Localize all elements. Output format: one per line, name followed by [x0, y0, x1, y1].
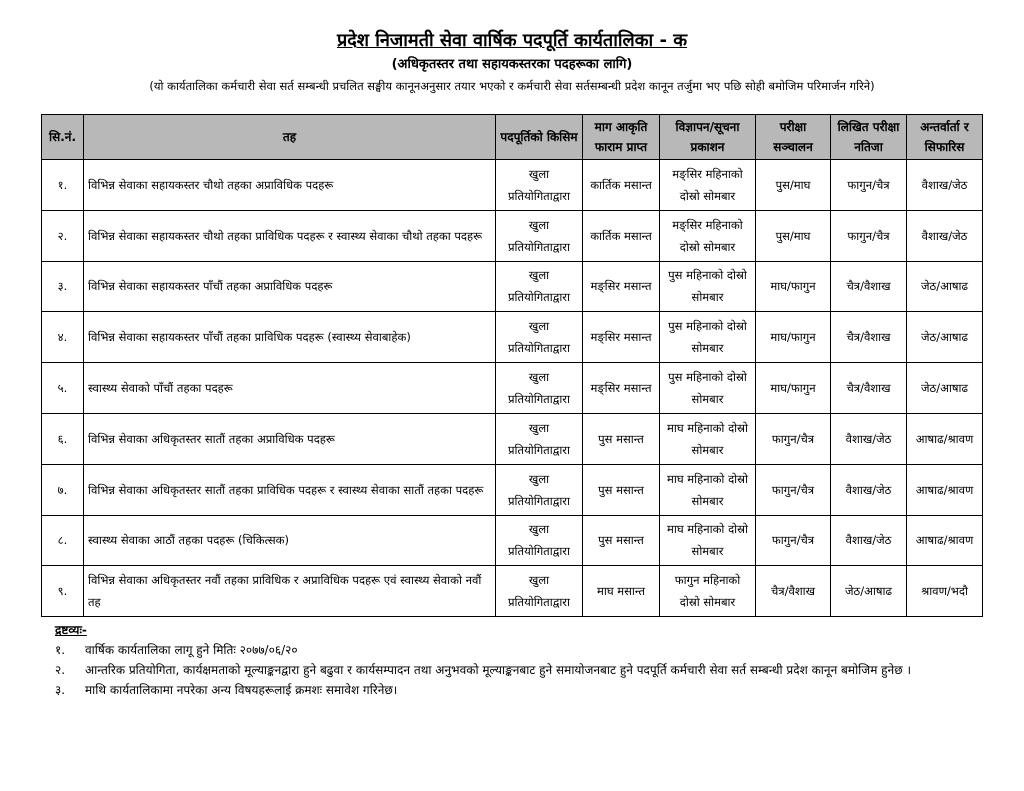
- cell-exam: फागुन/चैत्र: [756, 515, 831, 566]
- cell-demand-form: मङ्सिर मसान्त: [583, 363, 660, 414]
- notes-section: [55, 620, 985, 700]
- schedule-table: [41, 114, 983, 617]
- note-item: [55, 660, 985, 680]
- cell-written-result: फागुन/चैत्र: [831, 210, 907, 261]
- table-row: [42, 160, 983, 211]
- cell-serial: ५.: [42, 363, 84, 414]
- cell-fill-type: खुला प्रतियोगिताद्वारा: [496, 515, 583, 566]
- note-item: [55, 680, 985, 700]
- cell-written-result: चैत्र/वैशाख: [831, 312, 907, 363]
- cell-fill-type: खुला प्रतियोगिताद्वारा: [496, 210, 583, 261]
- cell-notice: मङ्सिर महिनाको दोस्रो सोमबार: [660, 210, 756, 261]
- cell-demand-form: पुस मसान्त: [583, 413, 660, 464]
- cell-written-result: वैशाख/जेठ: [831, 413, 907, 464]
- cell-written-result: वैशाख/जेठ: [831, 515, 907, 566]
- header-fill-type: पदपूर्तिको किसिम: [496, 115, 583, 160]
- cell-interview: आषाढ/श्रावण: [907, 413, 983, 464]
- cell-serial: ७.: [42, 464, 84, 515]
- header-interview: अन्तर्वार्ता र सिफारिस: [907, 115, 983, 160]
- table-row: [42, 210, 983, 261]
- cell-notice: माघ महिनाको दोस्रो सोमबार: [660, 413, 756, 464]
- cell-post: विभिन्न सेवाका सहायकस्तर चौथो तहका अप्राविधिक पदहरू: [84, 160, 496, 211]
- cell-serial: ४.: [42, 312, 84, 363]
- table-row: [42, 413, 983, 464]
- header-exam: परीक्षा सञ्चालन: [756, 115, 831, 160]
- header-written-result: लिखित परीक्षा नतिजा: [831, 115, 907, 160]
- cell-serial: ८.: [42, 515, 84, 566]
- cell-interview: आषाढ/श्रावण: [907, 464, 983, 515]
- cell-notice: फागुन महिनाको दोस्रो सोमबार: [660, 566, 756, 617]
- cell-notice: मङ्सिर महिनाको दोस्रो सोमबार: [660, 160, 756, 211]
- cell-interview: श्रावण/भदौ: [907, 566, 983, 617]
- cell-fill-type: खुला प्रतियोगिताद्वारा: [496, 413, 583, 464]
- cell-serial: १.: [42, 160, 84, 211]
- cell-written-result: चैत्र/वैशाख: [831, 363, 907, 414]
- cell-exam: माघ/फागुन: [756, 363, 831, 414]
- cell-post: विभिन्न सेवाका अधिकृतस्तर नवौं तहका प्राविधिक र अप्राविधिक पदहरू एवं स्वास्थ्य सेवाको नवौं तह: [84, 566, 496, 617]
- cell-demand-form: कार्तिक मसान्त: [583, 160, 660, 211]
- header-notice: विज्ञापन/सूचना प्रकाशन: [660, 115, 756, 160]
- note-text: माथि कार्यतालिकामा नपरेका अन्य विषयहरूलाई क्रमशः समावेश गरिनेछ।: [85, 683, 398, 697]
- cell-interview: वैशाख/जेठ: [907, 160, 983, 211]
- cell-written-result: वैशाख/जेठ: [831, 464, 907, 515]
- cell-notice: पुस महिनाको दोस्रो सोमबार: [660, 261, 756, 312]
- table-row: [42, 261, 983, 312]
- table-row: [42, 312, 983, 363]
- cell-demand-form: कार्तिक मसान्त: [583, 210, 660, 261]
- cell-demand-form: माघ मसान्त: [583, 566, 660, 617]
- cell-demand-form: पुस मसान्त: [583, 464, 660, 515]
- header-demand-form: माग आकृति फाराम प्राप्त: [583, 115, 660, 160]
- cell-exam: फागुन/चैत्र: [756, 413, 831, 464]
- cell-serial: ६.: [42, 413, 84, 464]
- cell-written-result: चैत्र/वैशाख: [831, 261, 907, 312]
- cell-serial: ९.: [42, 566, 84, 617]
- document-note: (यो कार्यतालिका कर्मचारी सेवा सर्त सम्बन्धी प्रचलित सङ्घीय कानूनअनुसार तयार भएको र कर्मचारी सेवा सर्तसम्बन्धी प्रदेश कानून तर्जुमा भए पछि सोही बमोजिम परिमार्जन गरिने): [149, 79, 875, 93]
- document-title: प्रदेश निजामती सेवा वार्षिक पदपूर्ति कार्यतालिका - क: [336, 30, 688, 51]
- cell-exam: माघ/फागुन: [756, 312, 831, 363]
- cell-interview: जेठ/आषाढ: [907, 312, 983, 363]
- cell-fill-type: खुला प्रतियोगिताद्वारा: [496, 261, 583, 312]
- table-row: [42, 464, 983, 515]
- table-row: [42, 515, 983, 566]
- cell-fill-type: खुला प्रतियोगिताद्वारा: [496, 464, 583, 515]
- cell-notice: पुस महिनाको दोस्रो सोमबार: [660, 363, 756, 414]
- cell-fill-type: खुला प्रतियोगिताद्वारा: [496, 160, 583, 211]
- cell-post: विभिन्न सेवाका अधिकृतस्तर सातौं तहका प्राविधिक पदहरू र स्वास्थ्य सेवाका सातौं तहका पदहरू: [84, 464, 496, 515]
- document-subtitle: (अधिकृतस्तर तथा सहायकस्तरका पदहरूका लागि): [391, 57, 633, 72]
- cell-demand-form: पुस मसान्त: [583, 515, 660, 566]
- cell-written-result: फागुन/चैत्र: [831, 160, 907, 211]
- cell-demand-form: मङ्सिर मसान्त: [583, 312, 660, 363]
- cell-fill-type: खुला प्रतियोगिताद्वारा: [496, 363, 583, 414]
- cell-notice: पुस महिनाको दोस्रो सोमबार: [660, 312, 756, 363]
- cell-post: विभिन्न सेवाका सहायकस्तर चौथो तहका प्राविधिक पदहरू र स्वास्थ्य सेवाका चौथो तहका पदहरू: [84, 210, 496, 261]
- cell-post: विभिन्न सेवाका सहायकस्तर पाँचौं तहका अप्राविधिक पदहरू: [84, 261, 496, 312]
- cell-exam: चैत्र/वैशाख: [756, 566, 831, 617]
- cell-post: स्वास्थ्य सेवाको पाँचौं तहका पदहरू: [84, 363, 496, 414]
- cell-interview: जेठ/आषाढ: [907, 363, 983, 414]
- note-number: ३.: [55, 683, 66, 697]
- cell-notice: माघ महिनाको दोस्रो सोमबार: [660, 464, 756, 515]
- cell-fill-type: खुला प्रतियोगिताद्वारा: [496, 312, 583, 363]
- cell-exam: पुस/माघ: [756, 210, 831, 261]
- table-row: [42, 363, 983, 414]
- note-number: १.: [55, 643, 66, 657]
- note-number: २.: [55, 663, 66, 677]
- header-level: तह: [84, 115, 496, 160]
- cell-fill-type: खुला प्रतियोगिताद्वारा: [496, 566, 583, 617]
- header-row: [42, 115, 983, 160]
- cell-post: स्वास्थ्य सेवाका आठौं तहका पदहरू (चिकित्सक): [84, 515, 496, 566]
- cell-interview: वैशाख/जेठ: [907, 210, 983, 261]
- table-row: [42, 566, 983, 617]
- cell-exam: फागुन/चैत्र: [756, 464, 831, 515]
- cell-exam: माघ/फागुन: [756, 261, 831, 312]
- cell-exam: पुस/माघ: [756, 160, 831, 211]
- cell-written-result: जेठ/आषाढ: [831, 566, 907, 617]
- cell-interview: आषाढ/श्रावण: [907, 515, 983, 566]
- cell-post: विभिन्न सेवाका सहायकस्तर पाँचौं तहका प्राविधिक पदहरू (स्वास्थ्य सेवाबाहेक): [84, 312, 496, 363]
- cell-serial: ३.: [42, 261, 84, 312]
- cell-interview: जेठ/आषाढ: [907, 261, 983, 312]
- header-serial: सि.नं.: [42, 115, 84, 160]
- notes-heading: द्रष्टव्यः-: [55, 623, 87, 637]
- cell-demand-form: मङ्सिर मसान्त: [583, 261, 660, 312]
- note-text: आन्तरिक प्रतियोगिता, कार्यक्षमताको मूल्याङ्कनद्वारा हुने बढुवा र कार्यसम्पादन तथा अनुभवको मूल्याङ्कनबाट हुने समायोजनबाट हुने पदपूर्ति कर्मचारी सेवा सर्त सम्बन्धी प्रदेश कानून बमोजिम हुनेछ ।: [85, 663, 911, 677]
- note-text: वार्षिक कार्यतालिका लागू हुने मितिः २०७७/०६/२०: [85, 643, 298, 657]
- cell-serial: २.: [42, 210, 84, 261]
- cell-post: विभिन्न सेवाका अधिकृतस्तर सातौं तहका अप्राविधिक पदहरू: [84, 413, 496, 464]
- cell-notice: माघ महिनाको दोस्रो सोमबार: [660, 515, 756, 566]
- note-item: [55, 640, 985, 660]
